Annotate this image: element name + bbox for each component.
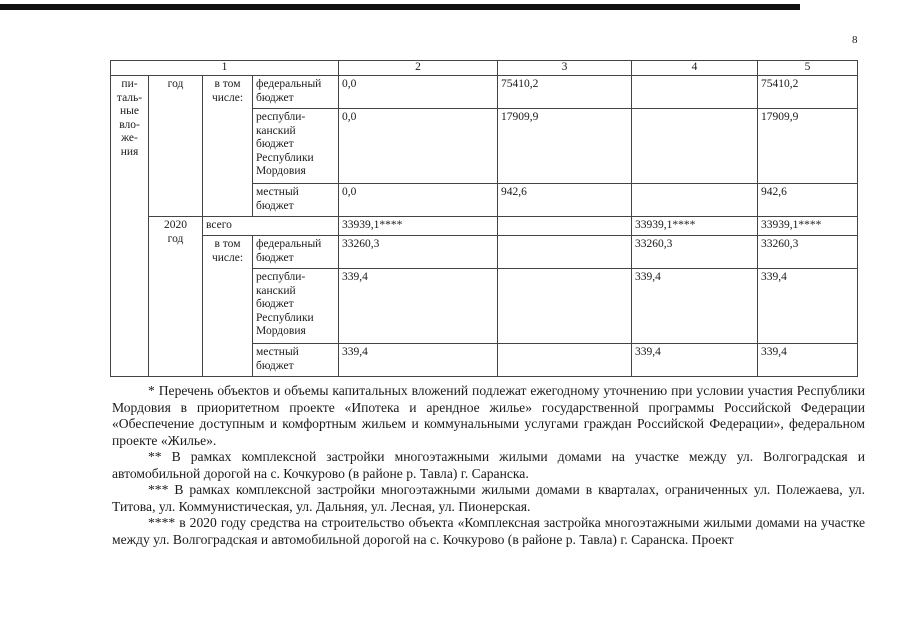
footnotes bbox=[112, 383, 865, 548]
page-number: 8 bbox=[852, 34, 858, 46]
table-header-row bbox=[111, 61, 858, 76]
table-row bbox=[111, 236, 858, 269]
republic-budget-label: республи- канский бюджет Республики Мордовия bbox=[253, 109, 339, 184]
cell: 339,4 bbox=[632, 269, 758, 344]
cell: 942,6 bbox=[498, 184, 632, 217]
cell: 942,6 bbox=[758, 184, 858, 217]
cell bbox=[498, 236, 632, 269]
cell bbox=[632, 184, 758, 217]
cell: 33939,1**** bbox=[758, 217, 858, 236]
cell bbox=[632, 76, 758, 109]
cell: 75410,2 bbox=[498, 76, 632, 109]
footnote-3: *** В рамках комплексной застройки многоэтажными жилыми домами в кварталах, ограниченных ул. Полежаева, ул. Титова, ул. Коммунистическая, ул. Дальняя, ул. Лесная, ул. Пионерская. bbox=[112, 482, 865, 514]
header-col-2: 2 bbox=[339, 61, 498, 76]
republic-budget-label: республи- канский бюджет Республики Мордовия bbox=[253, 269, 339, 344]
investment-stub-cell: пи- таль- ные вло- же- ния bbox=[111, 76, 149, 377]
cell: 339,4 bbox=[758, 269, 858, 344]
year-2020-cell: 2020 год bbox=[149, 217, 203, 377]
header-col-5: 5 bbox=[758, 61, 858, 76]
local-budget-label: местный бюджет bbox=[253, 344, 339, 377]
cell bbox=[498, 269, 632, 344]
cell: 339,4 bbox=[339, 269, 498, 344]
cell bbox=[498, 344, 632, 377]
footnote-1: * Перечень объектов и объемы капитальных вложений подлежат ежегодному уточнению при условии участия Республики Мордовия в приоритетном проекте «Ипотека и арендное жилье» государственной программы Российской Федерации «Обеспечение доступным и комфортным жильем и коммунальными услугами граждан Российской Федерации», федеральном проекте «Жилье». bbox=[112, 383, 865, 448]
year-cell: год bbox=[149, 76, 203, 217]
cell bbox=[498, 217, 632, 236]
local-budget-label: местный бюджет bbox=[253, 184, 339, 217]
cell: 0,0 bbox=[339, 184, 498, 217]
table-row bbox=[111, 217, 858, 236]
federal-budget-label: федеральный бюджет bbox=[253, 236, 339, 269]
cell: 17909,9 bbox=[758, 109, 858, 184]
header-col-1: 1 bbox=[111, 61, 339, 76]
including-cell: в том числе: bbox=[203, 76, 253, 217]
capital-investment-table bbox=[110, 60, 858, 377]
cell: 33260,3 bbox=[758, 236, 858, 269]
cell: 339,4 bbox=[339, 344, 498, 377]
including-cell: в том числе: bbox=[203, 236, 253, 377]
header-col-3: 3 bbox=[498, 61, 632, 76]
cell: 33260,3 bbox=[339, 236, 498, 269]
table-row bbox=[111, 76, 858, 109]
cell: 0,0 bbox=[339, 109, 498, 184]
cell bbox=[632, 109, 758, 184]
scan-top-rule bbox=[0, 4, 800, 10]
cell: 75410,2 bbox=[758, 76, 858, 109]
cell: 33939,1**** bbox=[339, 217, 498, 236]
cell: 0,0 bbox=[339, 76, 498, 109]
cell: 339,4 bbox=[632, 344, 758, 377]
header-col-4: 4 bbox=[632, 61, 758, 76]
federal-budget-label: федеральный бюджет bbox=[253, 76, 339, 109]
cell: 33260,3 bbox=[632, 236, 758, 269]
cell: 33939,1**** bbox=[632, 217, 758, 236]
footnote-4: **** в 2020 году средства на строительство объекта «Комплексная застройка многоэтажными жилыми домами на участке между ул. Волгоградская и автомобильной дорогой на с. Кочкурово (в районе р. Тавла) г. Саранска. Проект bbox=[112, 515, 865, 547]
total-label: всего bbox=[203, 217, 339, 236]
cell: 17909,9 bbox=[498, 109, 632, 184]
footnote-2: ** В рамках комплексной застройки многоэтажными жилыми домами на участке между ул. Волгоградская и автомобильной дорогой на с. Кочкурово (в районе р. Тавла) г. Саранска. bbox=[112, 449, 865, 481]
cell: 339,4 bbox=[758, 344, 858, 377]
